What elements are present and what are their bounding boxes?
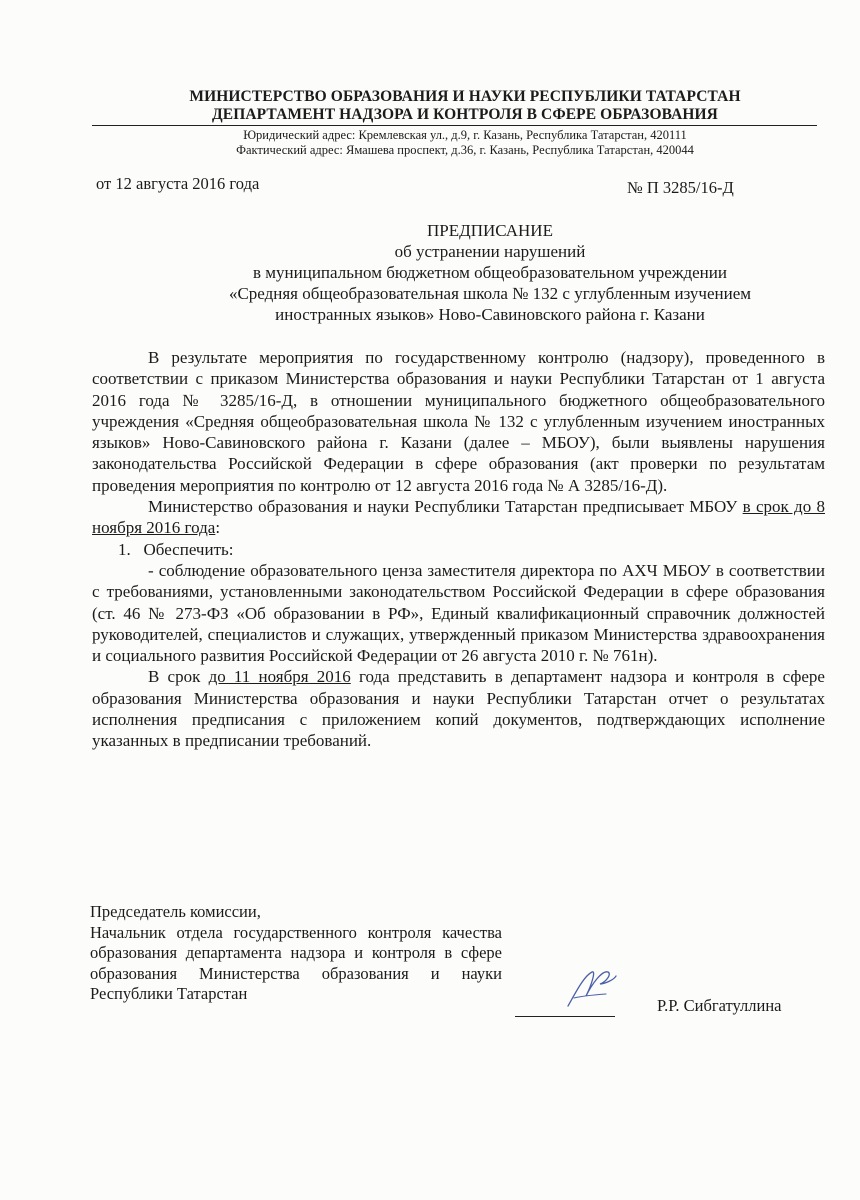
document-body: [92, 347, 825, 752]
report-text-end: года представить в департамент надзора и контроля в сфере образования Министерства образования и науки Республики Татарстан отчет о результатах исполнения предписания с приложением копий документов, подтверждающих исполнение указанных в предписании требований.: [92, 667, 825, 751]
document-number: № П 3285/16-Д: [627, 178, 734, 197]
signatory-position: [90, 902, 502, 1005]
signatory-name: Р.Р. Сибгатуллина: [657, 996, 782, 1015]
handwritten-signature: [562, 962, 618, 1018]
letterhead: [150, 88, 780, 124]
department-name: ДЕПАРТАМЕНТ НАДЗОРА И КОНТРОЛЯ В СФЕРЕ ОБРАЗОВАНИЯ: [212, 106, 718, 123]
order-text: Министерство образования и науки Республики Татарстан предписывает МБОУ: [148, 497, 743, 517]
list-label: Обеспечить:: [143, 539, 234, 559]
order-deadline: в срок до 8 ноября 2016 года: [92, 497, 825, 538]
addresses: [150, 128, 780, 158]
ministry-name: МИНИСТЕРСТВО ОБРАЗОВАНИЯ И НАУКИ РЕСПУБЛИКИ ТАТАРСТАН: [189, 88, 741, 105]
list-number: 1.: [118, 539, 131, 559]
paragraph-order: [92, 496, 825, 539]
paragraph-requirement: - соблюдение образовательного ценза заместителя директора по АХЧ МБОУ в соответствии с требованиями, установленными законодательством Российской Федерации в сфере образования (ст. 46 № 273-ФЗ «Об образовании в РФ», Единый квалификационный справочник должностей руководителей, специалистов и служащих, утвержденный приказом Министерства здравоохранения и социального развития Российской Федерации от 26 августа 2010 г. № 761н).: [92, 560, 825, 666]
legal-address: Юридический адрес: Кремлевская ул., д.9, г. Казань, Республика Татарстан, 420111: [243, 128, 687, 142]
actual-address: Фактический адрес: Ямашева проспект, д.36, г. Казань, Республика Татарстан, 420044: [236, 143, 694, 157]
signatory-role: Председатель комиссии,: [90, 902, 261, 921]
signatory-title: Начальник отдела государственного контроля качества образования департамента надзора и контроля в сфере образования Министерства образования и науки Республики Татарстан: [90, 922, 502, 1003]
signature-line: [515, 1016, 615, 1017]
report-deadline: до 11 ноября 2016: [208, 667, 351, 687]
order-colon: :: [215, 518, 221, 538]
title-line: в муниципальном бюджетном общеобразовательном учреждении: [253, 263, 727, 282]
title-line: ПРЕДПИСАНИЕ: [427, 221, 553, 240]
letterhead-divider: [92, 125, 817, 126]
document-title: [150, 220, 830, 325]
title-line: иностранных языков» Ново-Савиновского района г. Казани: [275, 305, 705, 324]
paragraph-report: [92, 666, 825, 751]
report-text-start: В срок: [148, 667, 209, 687]
paragraph-findings: В результате мероприятия по государственному контролю (надзору), проведенного в соответствии с приказом Министерства образования и науки Республики Татарстан от 1 августа 2016 года № 3285/16-Д, в отношении муниципального бюджетного общеобразовательного учреждения «Средняя общеобразовательная школа № 132 с углубленным изучением иностранных языков» Ново-Савиновского района г. Казани (далее – МБОУ), были выявлены нарушения законодательства Российской Федерации в сфере образования (акт проверки по результатам проведения мероприятия по контролю от 12 августа 2016 года № А 3285/16-Д).: [92, 348, 825, 495]
document-date: от 12 августа 2016 года: [96, 174, 260, 193]
list-item: [92, 539, 825, 560]
title-line: «Средняя общеобразовательная школа № 132 с углубленным изучением: [228, 284, 752, 303]
title-line: об устранении нарушений: [394, 242, 586, 261]
